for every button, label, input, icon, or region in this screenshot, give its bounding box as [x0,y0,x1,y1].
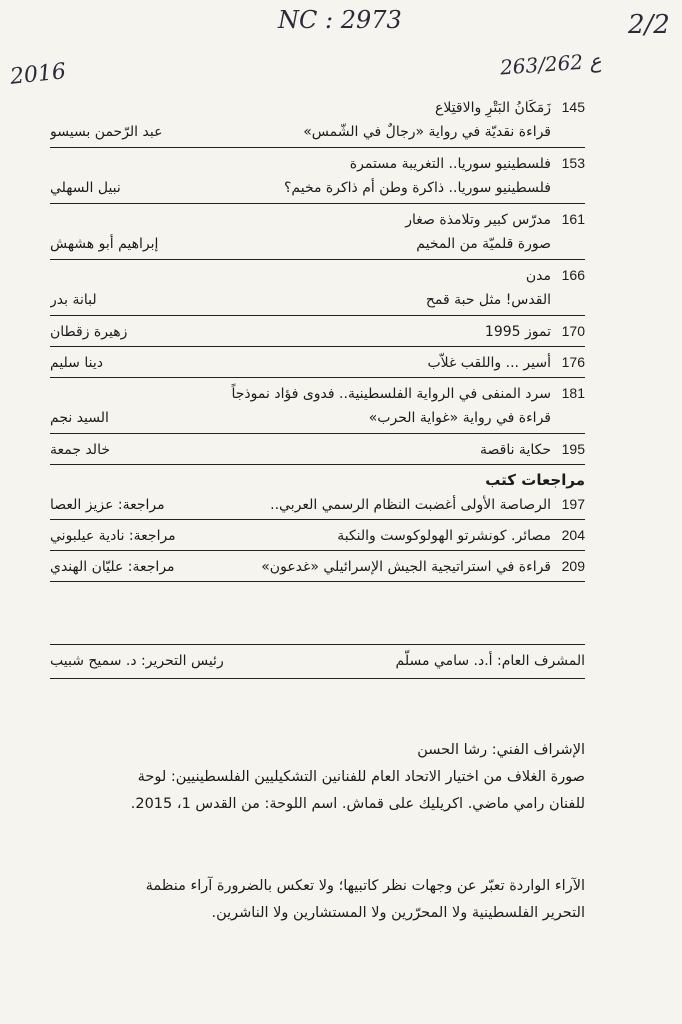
article-title: مدرّس كبير وتلامذة صغار [405,212,551,228]
reviews-heading: مراجعات كتب [485,471,585,489]
article-title: فلسطينيو سوريا.. ذاكرة وطن أم ذاكرة مخيم؟ [283,180,551,196]
article-title: مدن [525,268,551,284]
toc-entry [50,263,585,316]
author-name: إبراهيم أبو هشهش [50,236,159,252]
article-title: حكاية ناقصة [479,442,551,458]
page-number: 209 [561,558,585,574]
page-number: 195 [561,441,585,457]
page-number: 145 [561,99,585,115]
toc-entry [50,207,585,260]
review-title: الرصاصة الأولى أغضبت النظام الرسمي العربي.. [270,497,551,513]
handwritten-code: NC : 2973 [278,6,402,34]
toc-entry [50,381,585,434]
toc-entry [50,95,585,148]
toc-line [50,350,585,375]
supervisor: المشرف العام: أ.د. سامي مسلّم [395,653,585,669]
handwritten-fraction: 2/2 [628,10,670,40]
page-number: 197 [561,496,585,512]
toc-entry [50,151,585,204]
handwritten-pages-ref: 263/262 ع [499,48,603,80]
article-title: سرد المنفى في الرواية الفلسطينية.. فدوى فؤاد نموذجاً [231,386,551,402]
page-number: 170 [561,323,585,339]
review-line [50,523,585,548]
page-number: 153 [561,155,585,171]
reviewer-name: مراجعة: نادية عيلبوني [50,528,176,544]
author-name: السيد نجم [50,410,109,426]
toc-line [50,381,585,406]
toc-line [50,437,585,462]
reviewer-name: مراجعة: عليّان الهندي [50,559,175,575]
article-title: فلسطينيو سوريا.. التغريبة مستمرة [349,156,551,172]
toc-entry [50,437,585,465]
author-name: نبيل السهلي [50,180,121,196]
toc-line [50,207,585,232]
article-title: زَمَكَانُ البَتْرِ والاقتِلاع [434,100,551,116]
review-line [50,554,585,579]
toc-line [50,120,585,145]
disclaimer-line1: الآراء الواردة تعبّر عن وجهات نظر كاتبيها؛ ولا تعكس بالضرورة آراء منظمة [145,878,585,894]
toc-line [50,319,585,344]
toc-entry [50,350,585,378]
article-title: تموز 1995 [484,324,551,340]
review-entry [50,523,585,551]
page-number: 161 [561,211,585,227]
review-title: قراءة في استراتيجية الجيش الإسرائيلي «غدعون» [261,559,551,575]
toc-line [50,263,585,288]
page-number: 176 [561,354,585,370]
review-entries [50,492,585,582]
page-number: 204 [561,527,585,543]
cover-credit-line1: صورة الغلاف من اختيار الاتحاد العام للفنانين التشكيليين الفلسطينيين: لوحة [137,769,585,785]
toc-line [50,176,585,201]
review-entry [50,492,585,520]
toc-line [50,151,585,176]
toc-line [50,406,585,431]
article-title: القدس! مثل حبة قمح [425,292,551,308]
article-title: صورة قلميّة من المخيم [416,236,551,252]
toc-line [50,95,585,120]
reviewer-name: مراجعة: عزيز العصا [50,497,165,513]
chief-editor: رئيس التحرير: د. سميح شبيب [50,653,224,669]
art-direction: الإشراف الفني: رشا الحسن [417,742,585,758]
article-title: قراءة نقديّة في رواية «رجالٌ في الشّمس» [303,124,551,140]
author-name: زهيرة زقطان [50,324,128,340]
article-title: قراءة في رواية «غواية الحرب» [368,410,551,426]
author-name: عبد الرّحمن بسيسو [50,124,163,140]
page-number: 181 [561,385,585,401]
review-title: مصائر. كونشرتو الهولوكوست والنكبة [337,528,551,544]
staff-block [50,644,585,679]
toc-entry [50,319,585,347]
disclaimer-line2: التحرير الفلسطينية ولا المحرّرين ولا المستشارين ولا الناشرين. [211,905,585,921]
toc-line [50,288,585,313]
handwritten-year: 2016 [8,59,68,90]
author-name: دينا سليم [50,355,103,371]
article-title: أسير ... واللقب غلاّب [427,355,551,371]
credits [50,737,585,818]
cover-credit-line2: للفنان رامي ماضي. اكريليك على قماش. اسم اللوحة: من القدس 1، 2015. [130,796,585,812]
author-name: لبانة بدر [50,292,97,308]
review-entry [50,554,585,582]
disclaimer [50,873,585,927]
review-line [50,492,585,517]
page-number: 166 [561,267,585,283]
toc-entries [50,95,585,465]
author-name: خالد جمعة [50,442,110,458]
toc-line [50,232,585,257]
table-of-contents [50,95,585,679]
